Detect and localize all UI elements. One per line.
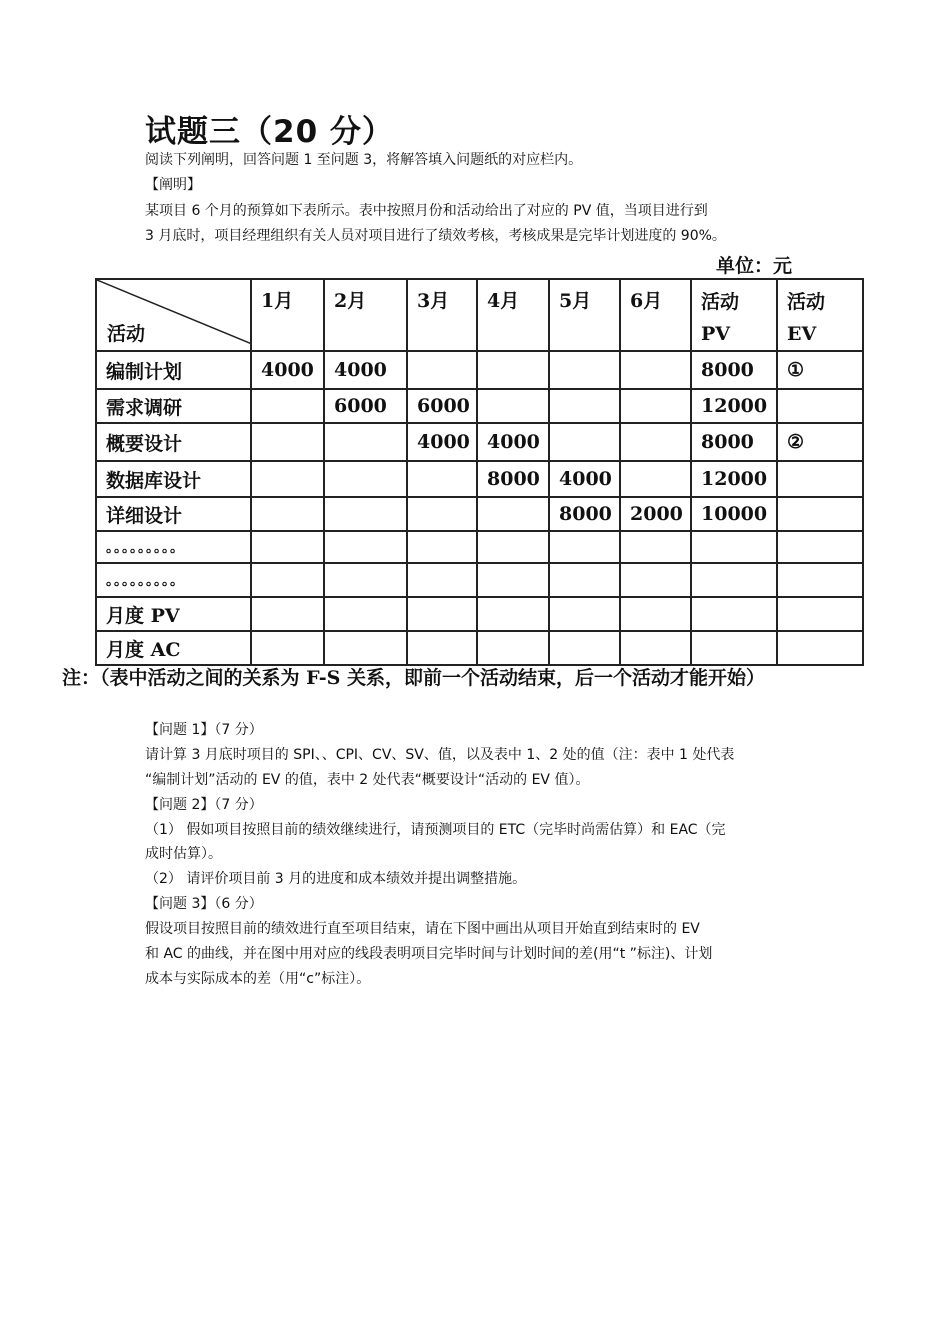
row-label: 。。。。。。。。。 xyxy=(96,531,251,563)
table-cell xyxy=(620,351,691,389)
table-cell xyxy=(620,631,691,665)
table-cell: 4000 xyxy=(549,461,620,497)
table-cell xyxy=(407,351,477,389)
table-cell xyxy=(477,563,549,597)
q3-line-2: 和 AC 的曲线，并在图中用对应的线段表明项目完毕时间与计划时间的差(用“t ”标注)、计划 xyxy=(145,946,713,962)
explain-line-1: 某项目 6 个月的预算如下表所示。表中按照月份和活动给出了对应的 PV 值，当项目进行到 xyxy=(145,203,708,219)
header-month-4: 4月 xyxy=(477,279,549,351)
table-cell xyxy=(407,461,477,497)
table-row xyxy=(96,461,863,497)
table-cell xyxy=(777,497,863,531)
corner-label: 活动 xyxy=(107,323,146,345)
table-cell xyxy=(477,531,549,563)
table-body xyxy=(96,351,863,665)
table-cell xyxy=(407,631,477,665)
table-cell xyxy=(477,597,549,631)
table-cell: 12000 xyxy=(691,461,777,497)
table-cell xyxy=(777,389,863,423)
table-row xyxy=(96,597,863,631)
table-cell: 6000 xyxy=(407,389,477,423)
q3-heading: 【问题 3】（6 分） xyxy=(145,896,263,912)
table-cell xyxy=(549,631,620,665)
table-cell: 12000 xyxy=(691,389,777,423)
table-row xyxy=(96,531,863,563)
table-row xyxy=(96,351,863,389)
table-cell xyxy=(777,563,863,597)
row-label: 编制计划 xyxy=(96,351,251,389)
table-cell xyxy=(477,631,549,665)
unit-label: 单位：元 xyxy=(716,255,793,277)
table-cell: 4000 xyxy=(324,351,407,389)
header-month-1: 1月 xyxy=(251,279,324,351)
table-cell xyxy=(620,597,691,631)
row-label: 数据库设计 xyxy=(96,461,251,497)
table-cell xyxy=(477,389,549,423)
intro-text: 阅读下列阐明，回答问题 1 至问题 3，将解答填入问题纸的对应栏内。 xyxy=(145,152,583,168)
table-cell xyxy=(251,389,324,423)
table-cell: 8000 xyxy=(549,497,620,531)
row-label: 详细设计 xyxy=(96,497,251,531)
table-cell xyxy=(477,497,549,531)
table-cell xyxy=(549,389,620,423)
table-row xyxy=(96,423,863,461)
table-cell: ① xyxy=(777,351,863,389)
explain-heading: 【阐明】 xyxy=(145,177,201,193)
table-cell xyxy=(324,497,407,531)
page-title: 试题三（20 分） xyxy=(145,114,394,150)
table-cell xyxy=(324,423,407,461)
table-row xyxy=(96,563,863,597)
table-cell xyxy=(620,531,691,563)
table-row xyxy=(96,497,863,531)
table-cell: 10000 xyxy=(691,497,777,531)
table-cell xyxy=(251,497,324,531)
table-cell xyxy=(251,563,324,597)
table-cell: 8000 xyxy=(691,351,777,389)
table-cell xyxy=(251,597,324,631)
table-cell xyxy=(691,631,777,665)
table-cell: 2000 xyxy=(620,497,691,531)
q2-heading: 【问题 2】（7 分） xyxy=(145,797,263,813)
header-activity-ev: 活动 EV xyxy=(777,279,863,351)
table-cell xyxy=(477,351,549,389)
table-cell: 8000 xyxy=(691,423,777,461)
row-label: 月度 AC xyxy=(96,631,251,665)
q1-line-1: 请计算 3 月底时项目的 SPI、、CPI、CV、SV、值，以及表中 1、2 处的值（注：表中 1 处代表 xyxy=(145,747,735,763)
table-cell xyxy=(691,563,777,597)
table-cell xyxy=(549,423,620,461)
table-cell xyxy=(407,497,477,531)
table-cell xyxy=(324,631,407,665)
table-cell xyxy=(251,423,324,461)
table-cell xyxy=(324,531,407,563)
table-cell xyxy=(324,597,407,631)
table-cell xyxy=(691,597,777,631)
table-cell xyxy=(620,423,691,461)
row-label: 需求调研 xyxy=(96,389,251,423)
table-cell xyxy=(549,597,620,631)
table-cell xyxy=(777,631,863,665)
q1-heading: 【问题 1】（7 分） xyxy=(145,722,263,738)
explain-line-2: 3 月底时，项目经理组织有关人员对项目进行了绩效考核，考核成果是完毕计划进度的 90%。 xyxy=(145,228,726,244)
table-note: 注：（表中活动之间的关系为 F-S 关系，即前一个活动结束，后一个活动才能开始） xyxy=(62,667,765,689)
table-cell xyxy=(251,631,324,665)
header-month-5: 5月 xyxy=(549,279,620,351)
table-cell xyxy=(620,461,691,497)
table-row xyxy=(96,389,863,423)
table-cell xyxy=(777,597,863,631)
table-cell xyxy=(549,531,620,563)
header-activity-pv: 活动 PV xyxy=(691,279,777,351)
q1-line-2: “编制计划”活动的 EV 的值，表中 2 处代表“概要设计“活动的 EV 值）。 xyxy=(145,772,590,788)
corner-cell xyxy=(96,279,251,351)
table-cell xyxy=(549,351,620,389)
table-cell xyxy=(407,531,477,563)
q3-line-3: 成本与实际成本的差（用“c”标注）。 xyxy=(145,971,371,987)
table-cell xyxy=(407,563,477,597)
table-cell xyxy=(549,563,620,597)
table-cell xyxy=(251,461,324,497)
q3-line-1: 假设项目按照目前的绩效进行直至项目结束，请在下图中画出从项目开始直到结束时的 EV xyxy=(145,921,700,937)
table-row xyxy=(96,631,863,665)
q2-item-1-line-1: （1） 假如项目按照目前的绩效继续进行，请预测项目的 ETC（完毕时尚需估算）和 EAC（完 xyxy=(145,822,726,838)
header-month-3: 3月 xyxy=(407,279,477,351)
row-label: 概要设计 xyxy=(96,423,251,461)
row-label: 。。。。。。。。。 xyxy=(96,563,251,597)
table-cell xyxy=(324,461,407,497)
table-cell xyxy=(620,389,691,423)
table-cell: 8000 xyxy=(477,461,549,497)
table-cell xyxy=(620,563,691,597)
table-cell: 4000 xyxy=(251,351,324,389)
table-cell xyxy=(324,563,407,597)
table-cell: 4000 xyxy=(477,423,549,461)
table-cell xyxy=(777,531,863,563)
table-cell: ② xyxy=(777,423,863,461)
header-month-2: 2月 xyxy=(324,279,407,351)
table-header-row xyxy=(96,279,863,351)
header-month-6: 6月 xyxy=(620,279,691,351)
table-cell xyxy=(407,597,477,631)
row-label: 月度 PV xyxy=(96,597,251,631)
table-cell: 6000 xyxy=(324,389,407,423)
table-cell: 4000 xyxy=(407,423,477,461)
table-cell xyxy=(251,531,324,563)
q2-item-2: （2） 请评价项目前 3 月的进度和成本绩效并提出调整措施。 xyxy=(145,871,527,887)
q2-item-1-line-2: 成时估算）。 xyxy=(145,846,222,862)
table-cell xyxy=(691,531,777,563)
budget-table xyxy=(95,278,864,666)
table-cell xyxy=(777,461,863,497)
